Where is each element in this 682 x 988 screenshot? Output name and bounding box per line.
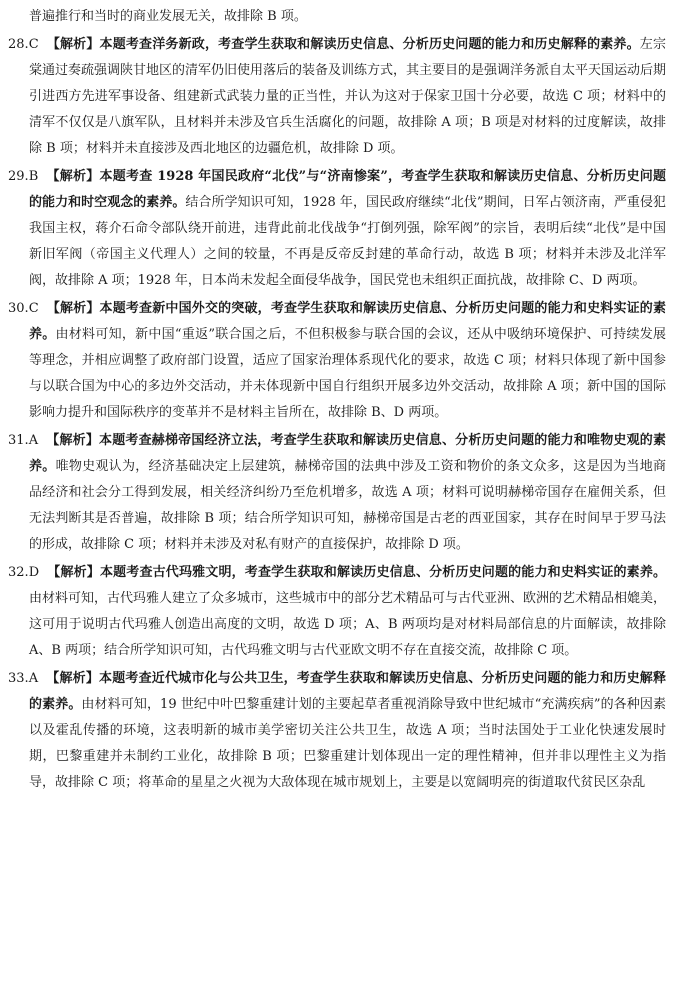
explanation-body: 左宗棠通过奏疏强调陕甘地区的清军仍旧使用落后的装备及训练方式，其主要目的是强调洋务派自太平天国运动后期引进西方先进军事设备、组建新式武装力量的正当性，并认为这对于保家卫国十分必要，故选 C 项；材料中的清军不仅仅是八旗军队，且材料并未涉及官兵生活腐化的问题，故排除 A 项；B 项是对材料的过度解读，故排除 B 项；材料并未直接涉及西北地区的边疆危机，故排除 D 项。: [29, 37, 667, 156]
answer-letter: C: [28, 37, 39, 52]
explanation-heading: 【解析】本题考查近代城市化与公共卫生，考查学生获取和解读历史信息、分析历史问题的能力和历史解释的素养。: [29, 671, 666, 712]
explanation-item-30: [8, 296, 666, 426]
answer-letter: A: [28, 671, 39, 686]
explanation-heading: 【解析】本题考查 1928 年国民政府“北伐”与“济南惨案”，考查学生获取和解读历史信息、分析历史问题的能力和时空观念的素养。: [29, 169, 666, 210]
explanation-heading: 【解析】本题考查新中国外交的突破，考查学生获取和解读历史信息、分析历史问题的能力和史料实证的素养。: [29, 301, 666, 342]
question-number: 28.: [8, 37, 29, 52]
question-number: 33.: [8, 671, 29, 686]
answer-letter: C: [28, 301, 39, 316]
question-number: 32.: [8, 565, 29, 580]
question-number: 31.: [8, 433, 29, 448]
explanation-body: 由材料可知，19 世纪中叶巴黎重建计划的主要起草者重视消除导致中世纪城市“充满疾病”的各种因素以及霍乱传播的环境，这表明新的城市美学密切关注公共卫生，故选 A 项；当时法国处于工业化快速发展时期，巴黎重建并未制约工业化，故排除 B 项；巴黎重建计划体现出一定的理性精神，但并非以理性主义为指导，故排除 C 项；将革命的星星之火视为大敌体现在城市规划上，主要是以宽阔明亮的街道取代贫民区杂乱: [29, 697, 666, 790]
answer-letter: D: [28, 565, 40, 580]
explanation-heading: 【解析】本题考查赫梯帝国经济立法，考查学生获取和解读历史信息、分析历史问题的能力和唯物史观的素养。: [29, 433, 666, 474]
question-number: 30.: [8, 301, 29, 316]
answer-letter: A: [28, 433, 39, 448]
explanation-body: 唯物史观认为，经济基础决定上层建筑，赫梯帝国的法典中涉及工资和物价的条文众多，这是因为当地商品经济和社会分工得到发展，相关经济纠纷乃至危机增多，故选 A 项；材料可说明赫梯帝国存在雇佣关系，但无法判断其是否普遍，故排除 B 项；结合所学知识可知，赫梯帝国是古老的西亚国家，其存在时间早于罗马法的形成，故排除 C 项；材料并未涉及对私有财产的直接保护，故排除 D 项。: [29, 459, 666, 552]
explanation-item-33: [8, 666, 666, 796]
explanation-item-31: [8, 428, 666, 558]
explanation-heading: 【解析】本题考查洋务新政，考查学生获取和解读历史信息、分析历史问题的能力和历史解释的素养。: [46, 37, 640, 52]
explanation-heading: 【解析】本题考查古代玛雅文明，考查学生获取和解读历史信息、分析历史问题的能力和史料实证的素养。: [47, 565, 666, 580]
question-number: 29.: [8, 169, 29, 184]
explanation-body: 结合所学知识可知，1928 年，国民政府继续“北伐”期间，日军占领济南，严重侵犯我国主权，蒋介石命令部队绕开前进，违背此前北伐战争“打倒列强，除军阀”的宗旨，表明后续“北伐”是中国新旧军阀（帝国主义代理人）之间的较量，不再是反帝反封建的革命行动，故选 B 项；材料并未涉及北洋军阀，故排除 A 项；1928 年，日本尚未发起全面侵华战争，国民党也未组织正面抗战，故排除 C、D 两项。: [29, 195, 666, 288]
answer-letter: B: [28, 169, 39, 184]
continued-text: 普遍推行和当时的商业发展无关，故排除 B 项。: [29, 9, 307, 24]
explanation-body: 由材料可知，新中国“重返”联合国之后，不但积极参与联合国的会议，还从中吸纳环境保护、可持续发展等理念，并相应调整了政府部门设置，适应了国家治理体系现代化的要求，故选 C 项；材料只体现了新中国参与以联合国为中心的多边外交活动，并未体现新中国自行组织开展多边外交活动，故排除 A 项；新中国的国际影响力提升和国际秩序的变革并不是材料主旨所在，故排除 B、D 两项。: [29, 327, 666, 420]
explanation-item-28: [8, 32, 666, 162]
explanation-item-32: [8, 560, 666, 664]
explanation-item-29: [8, 164, 666, 294]
explanation-body: 由材料可知，古代玛雅人建立了众多城市，这些城市中的部分艺术精品可与古代亚洲、欧洲的艺术精品相媲美，这可用于说明古代玛雅人创造出高度的文明，故选 D 项；A、B 两项均是对材料局部信息的片面解读，故排除 A、B 两项；结合所学知识可知，古代玛雅文明与古代亚欧文明不存在直接交流，故排除 C 项。: [29, 591, 667, 658]
